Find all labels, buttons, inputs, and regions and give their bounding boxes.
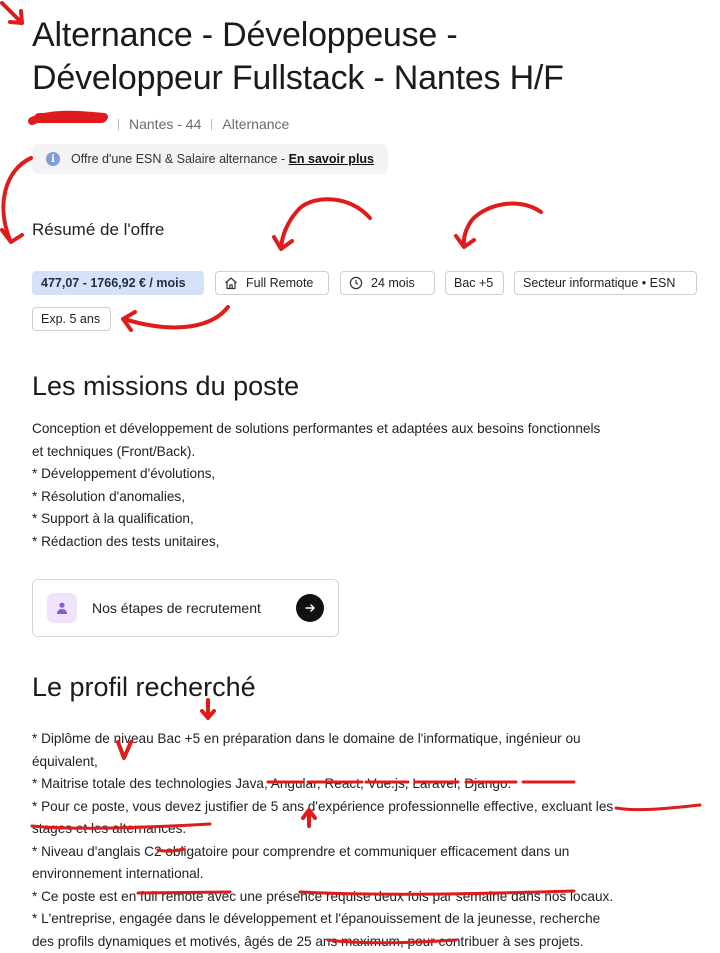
profile-line: * Pour ce poste, vous devez justifier de 5 ans d'expérience professionnelle effective, excluant les [32,796,704,819]
profile-title: Le profil recherché [32,672,256,703]
esn-notice-banner [32,144,388,174]
job-contract-type: Alternance [222,116,289,132]
profile-line: des profils dynamiques et motivés, âgés de 25 ans maximum, pour contribuer à ses projets. [32,931,704,953]
duration-value: 24 mois [371,276,415,290]
missions-line: * Développement d'évolutions, [32,463,704,486]
learn-more-link[interactable]: En savoir plus [289,152,374,166]
profile-line: stages et les alternances. [32,818,704,841]
recruitment-steps-label: Nos étapes de recrutement [92,600,296,616]
company-name-redacted [32,118,108,130]
sector-tag [514,271,697,295]
recruitment-steps-card[interactable] [32,579,339,637]
salary-value: 477,07 - 1766,92 € / mois [41,276,186,290]
job-title-line-1: Alternance - Développeuse - [32,16,458,54]
missions-line: * Résolution d'anomalies, [32,486,704,509]
arrow-right-icon[interactable] [296,594,324,622]
missions-line: * Support à la qualification, [32,508,704,531]
missions-description [32,418,704,553]
missions-line: et techniques (Front/Back). [32,441,704,464]
salary-tag [32,271,204,295]
missions-line: * Rédaction des tests unitaires, [32,531,704,554]
profile-line: environnement international. [32,863,704,886]
job-title [32,14,704,100]
experience-tag [32,307,111,331]
summary-title: Résumé de l'offre [32,220,164,240]
info-icon: i [46,152,60,166]
experience-value: Exp. 5 ans [41,312,100,326]
duration-tag [340,271,435,295]
profile-line: * Diplôme de niveau Bac +5 en préparation dans le domaine de l'informatique, ingénieur ou [32,728,704,751]
profile-line: * Niveau d'anglais C2 obligatoire pour comprendre et communiquer efficacement dans un [32,841,704,864]
notice-text: Offre d'une ESN & Salaire alternance - [71,152,285,166]
education-value: Bac +5 [454,276,493,290]
job-meta [32,114,704,134]
remote-tag [215,271,329,295]
clock-icon [349,276,363,290]
meta-separator [211,119,212,130]
profile-line: * L'entreprise, engagée dans le développement et l'épanouissement de la jeunesse, recherche [32,908,704,931]
meta-separator [118,119,119,130]
home-icon [224,276,238,290]
missions-line: Conception et développement de solutions performantes et adaptées aux besoins fonctionnels [32,418,704,441]
profile-line: équivalent, [32,751,704,774]
education-tag [445,271,504,295]
profile-line: * Ce poste est en full remote avec une présence requise deux fois par semaine dans nos locaux. [32,886,704,909]
profile-line: * Maitrise totale des technologies Java, Angular, React, Vue.js, Laravel, Django. [32,773,704,796]
remote-value: Full Remote [246,276,313,290]
missions-title: Les missions du poste [32,371,299,402]
profile-description [32,728,704,953]
sector-value: Secteur informatique • ESN [523,276,675,290]
job-title-line-2: Développeur Fullstack - Nantes H/F [32,59,564,97]
job-offer-page [32,14,704,174]
job-location: Nantes - 44 [129,116,201,132]
recruiter-person-icon [47,593,77,623]
